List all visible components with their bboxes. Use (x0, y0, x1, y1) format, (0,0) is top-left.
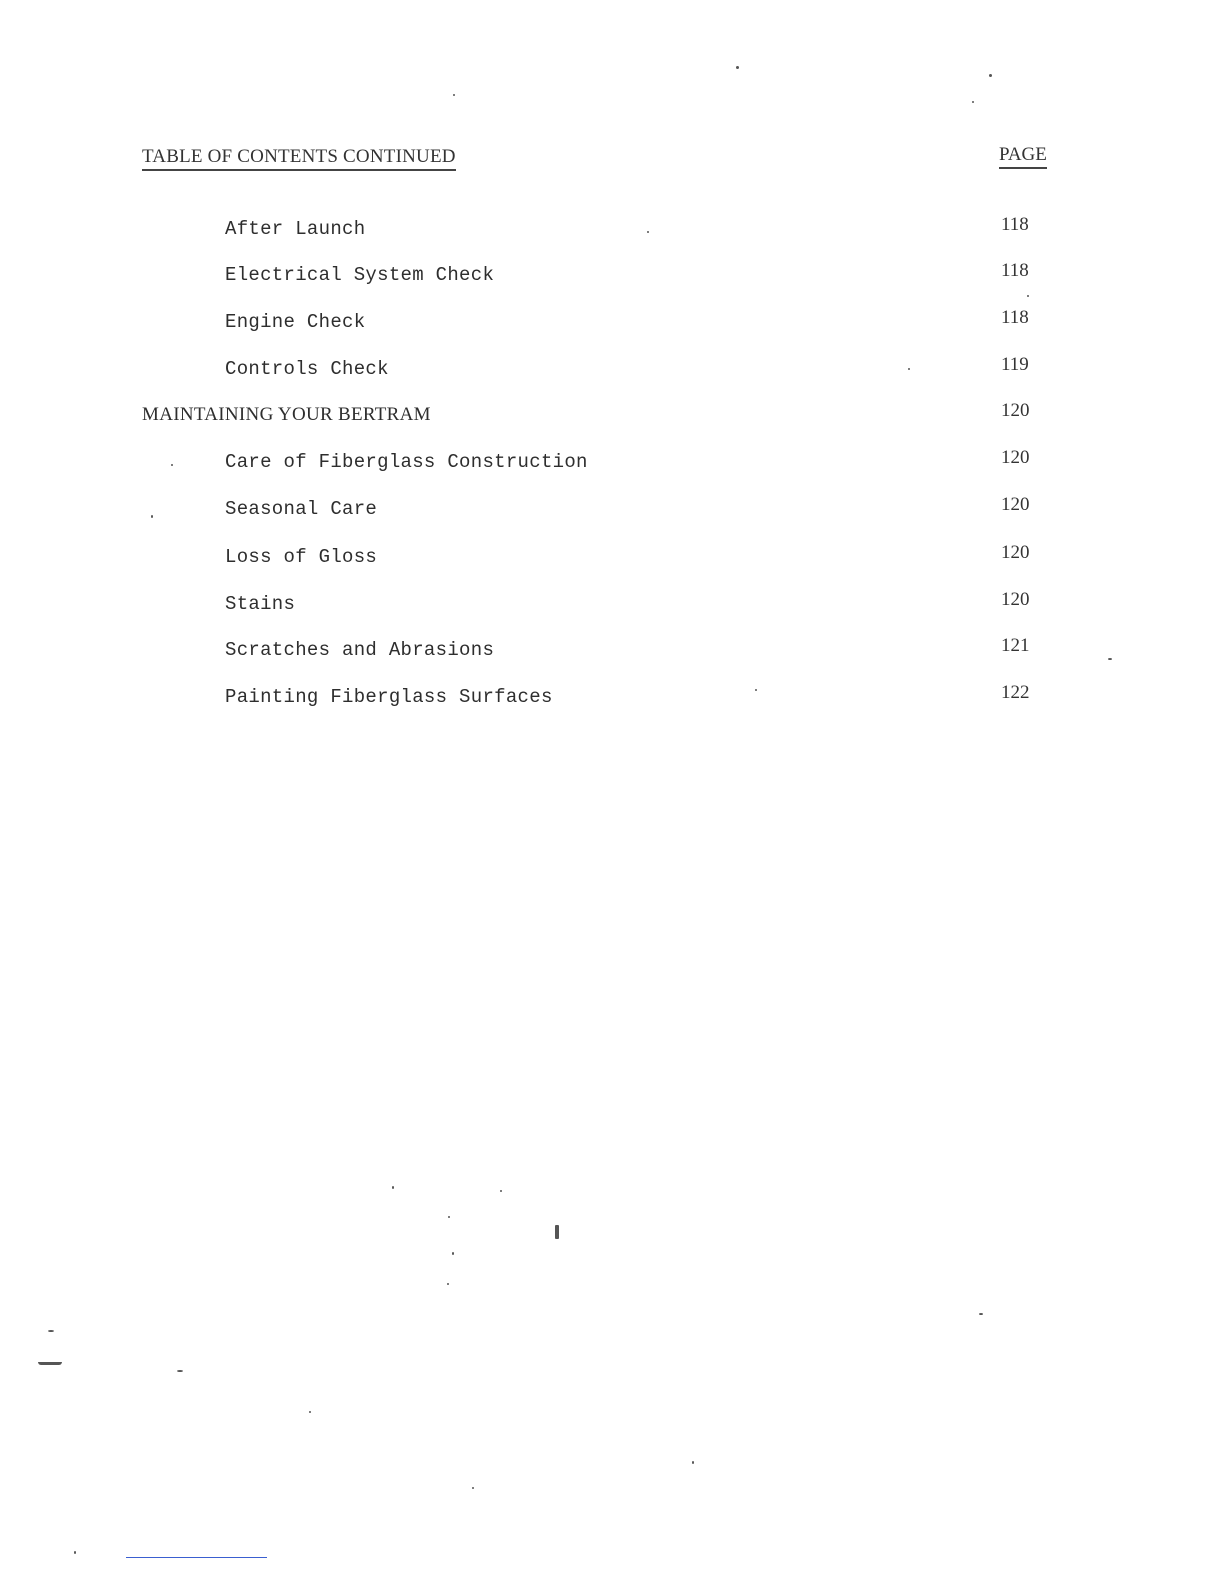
toc-heading: TABLE OF CONTENTS CONTINUED (142, 146, 456, 171)
toc-entry-title: Electrical System Check (225, 264, 495, 286)
scan-speck (392, 1186, 394, 1189)
toc-entry (0, 635, 1224, 669)
toc-entry-title: Stains (225, 593, 296, 615)
toc-entry-page: 120 (1001, 589, 1030, 610)
scan-speck (447, 1283, 449, 1285)
toc-entry (0, 354, 1224, 388)
scan-speck (151, 515, 153, 518)
scan-speck (908, 368, 910, 370)
scan-speck (979, 1313, 983, 1315)
toc-entry-page: 121 (1001, 635, 1030, 656)
toc-entry-title: Engine Check (225, 311, 366, 333)
toc-section-title: MAINTAINING YOUR BERTRAM (142, 404, 431, 425)
toc-entry-page: 120 (1001, 494, 1030, 515)
toc-entry (0, 682, 1224, 716)
toc-entry-page: 120 (1001, 400, 1030, 421)
scan-speck (500, 1190, 502, 1192)
scan-speck (177, 1370, 183, 1372)
toc-entry-title: Seasonal Care (225, 498, 378, 520)
toc-entry (0, 494, 1224, 528)
scan-speck (38, 1362, 62, 1365)
toc-entry-title: Controls Check (225, 358, 389, 380)
scan-speck (453, 94, 455, 96)
toc-entry (0, 542, 1224, 576)
scan-speck (555, 1225, 559, 1239)
toc-entry-page: 118 (1001, 307, 1029, 328)
toc-entry-page: 119 (1001, 354, 1029, 375)
toc-entry (0, 260, 1224, 294)
scan-speck (171, 464, 173, 466)
scan-speck (1108, 658, 1112, 660)
page-column-heading: PAGE (999, 144, 1047, 169)
toc-entry-page: 118 (1001, 260, 1029, 281)
toc-entry-page: 120 (1001, 447, 1030, 468)
scan-speck (48, 1330, 54, 1332)
toc-entry (0, 589, 1224, 623)
scan-speck (74, 1551, 76, 1554)
toc-entry-title: Care of Fiberglass Construction (225, 451, 588, 473)
scan-speck (755, 689, 757, 691)
toc-entry-title: Painting Fiberglass Surfaces (225, 686, 553, 708)
scan-speck (452, 1252, 454, 1255)
scan-speck (989, 74, 992, 77)
toc-entry (0, 447, 1224, 481)
scan-speck (448, 1216, 450, 1218)
toc-entry-title: Loss of Gloss (225, 546, 378, 568)
toc-entry-title: Scratches and Abrasions (225, 639, 495, 661)
toc-entry-title: After Launch (225, 218, 366, 240)
scan-speck (647, 231, 649, 233)
scan-speck (309, 1411, 311, 1413)
toc-entry-page: 118 (1001, 214, 1029, 235)
scan-speck (1027, 295, 1029, 297)
toc-entry-page: 120 (1001, 542, 1030, 563)
scan-speck (736, 66, 739, 69)
bottom-edge-line (126, 1557, 267, 1558)
toc-entry (0, 307, 1224, 341)
scan-speck (472, 1487, 474, 1489)
toc-entry-page: 122 (1001, 682, 1030, 703)
scan-speck (692, 1461, 694, 1464)
toc-entry (0, 214, 1224, 248)
toc-section-entry (0, 400, 1224, 434)
scan-speck (972, 101, 974, 103)
